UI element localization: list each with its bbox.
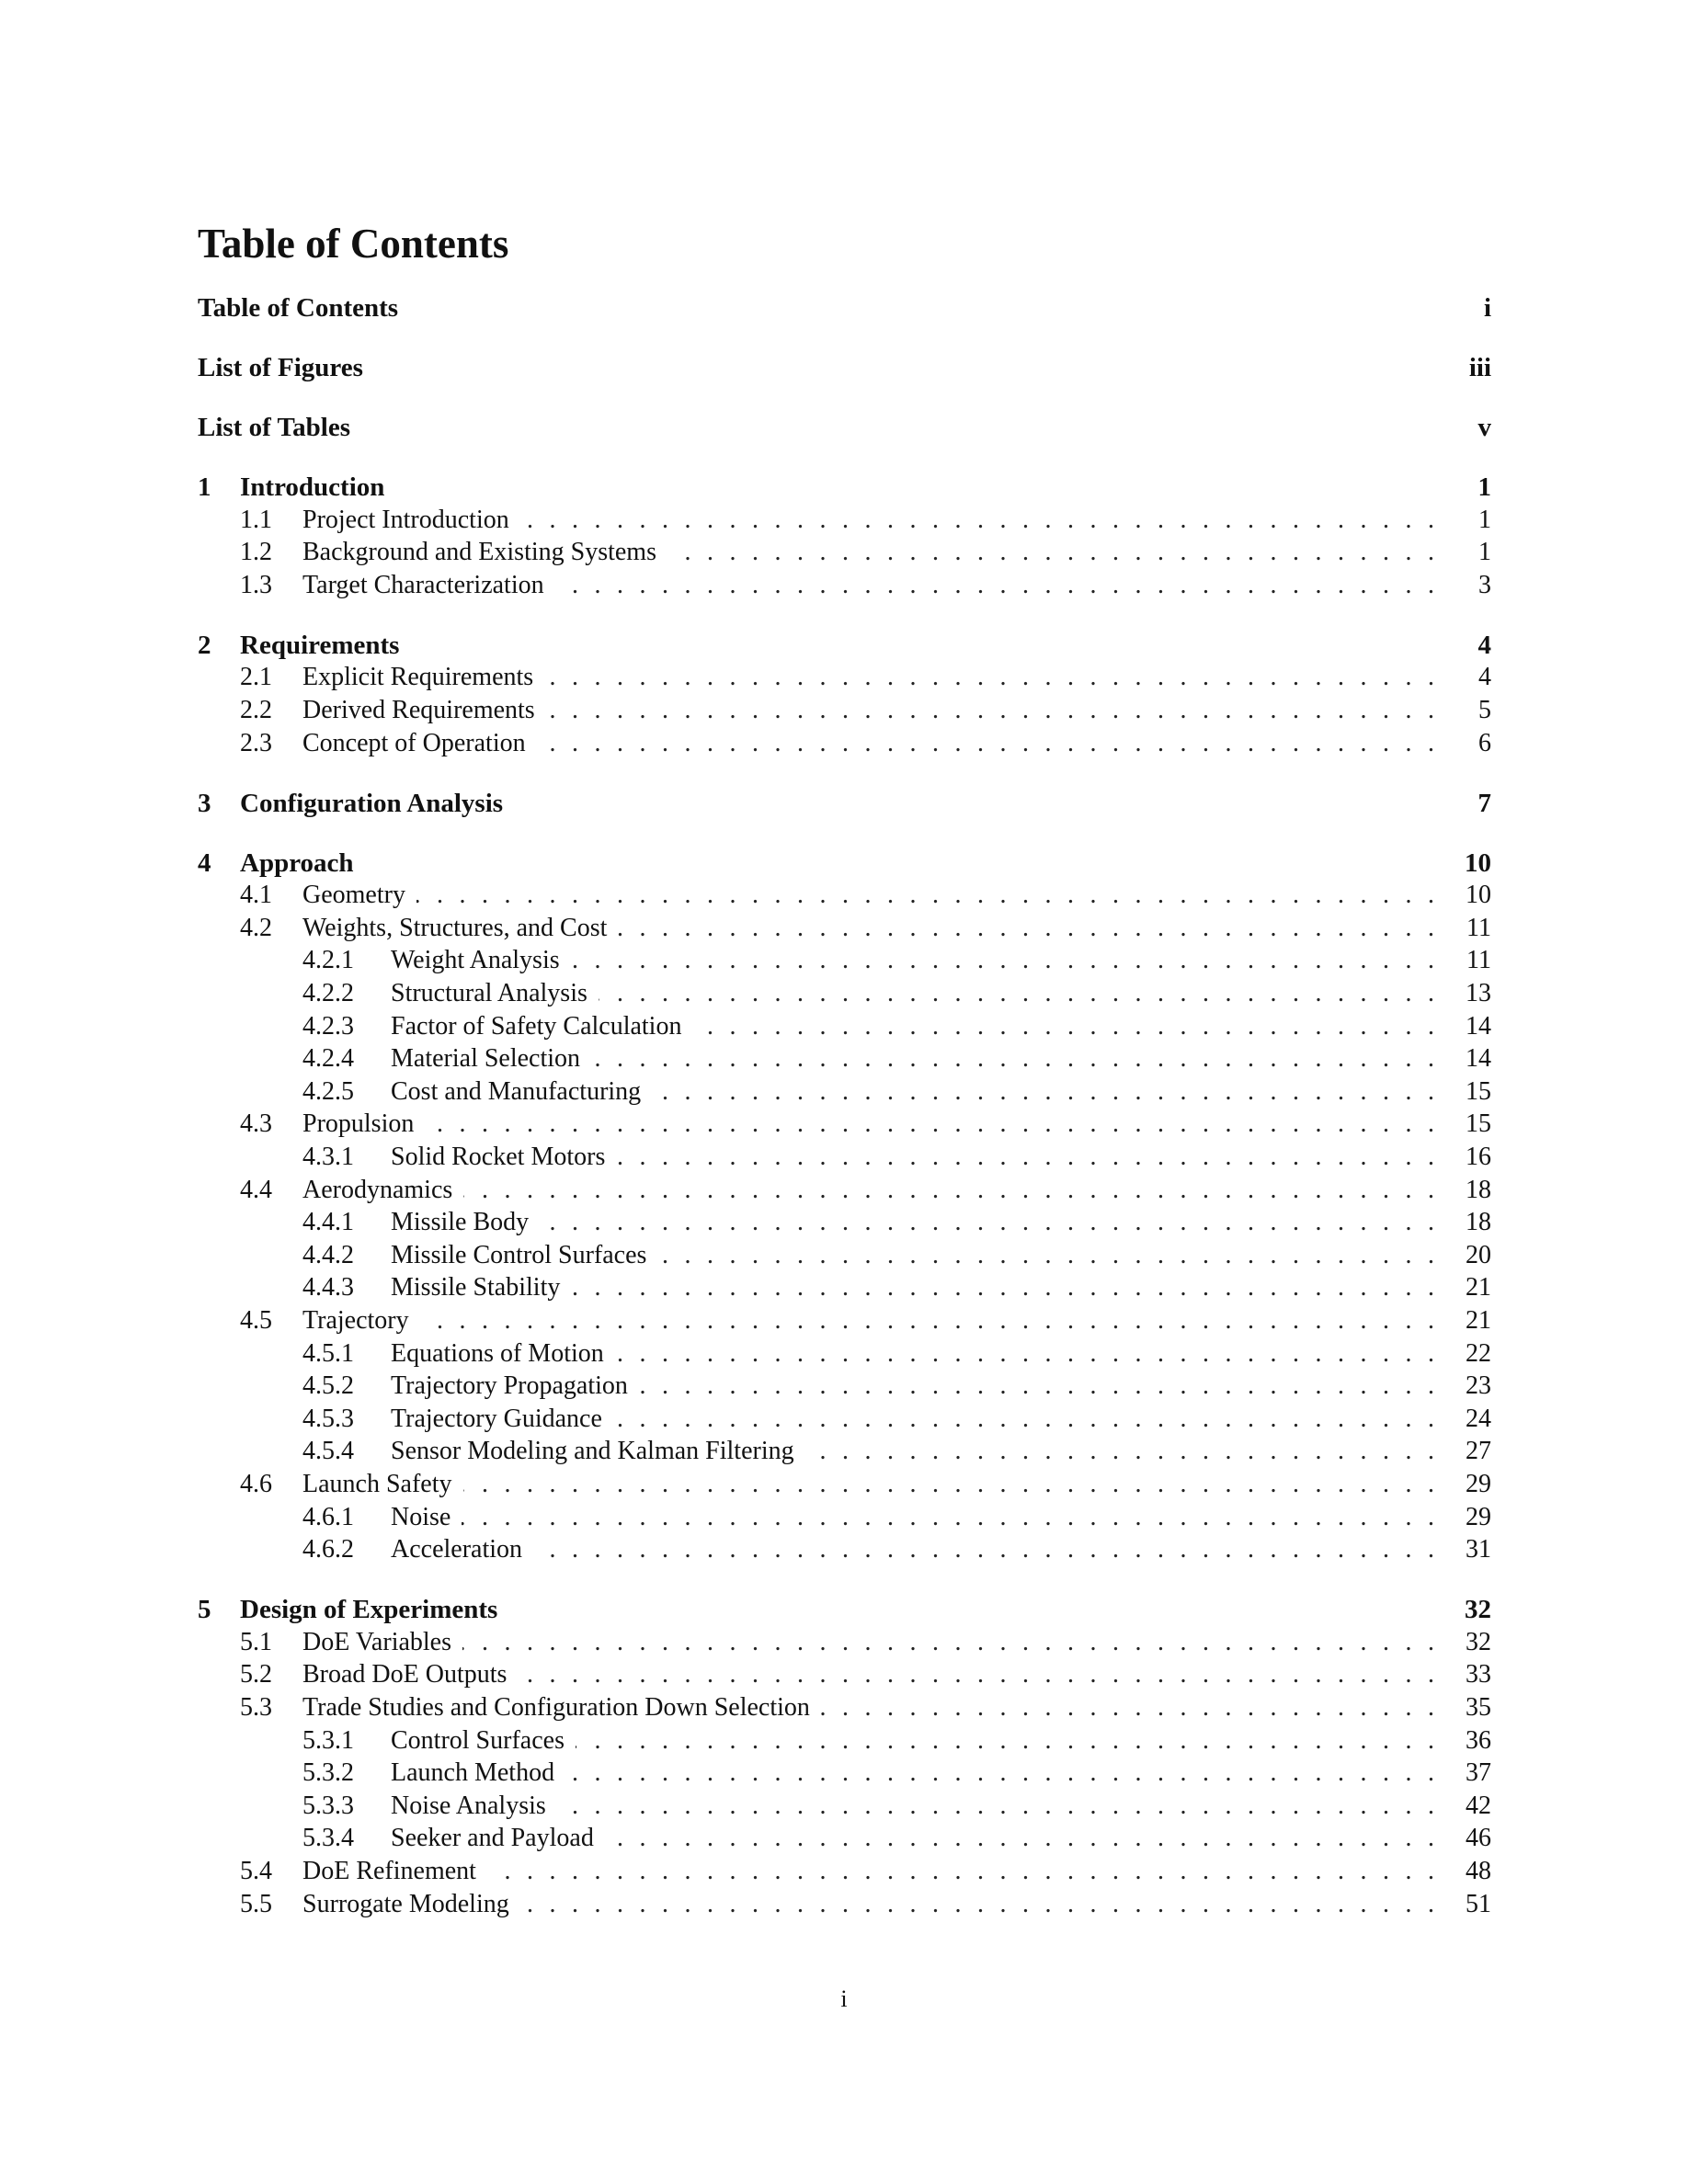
toc-dot-leader [657,1239,1434,1272]
toc-entry[interactable] [198,977,1491,1010]
toc-entry[interactable] [198,1271,1491,1304]
toc-entry-title: Missile Stability [391,1273,561,1302]
toc-entry-number: 5.3.2 [302,1758,354,1787]
toc-entry[interactable] [198,291,1491,324]
toc-entry-title: Target Characterization [302,571,544,599]
toc-dot-leader [487,1855,1434,1888]
toc-entry[interactable] [198,694,1491,727]
toc-entry-page: 6 [1478,729,1491,757]
toc-dot-leader [520,504,1434,537]
toc-entry[interactable] [198,912,1491,945]
toc-entry-title: Structural Analysis [391,979,587,1007]
toc-dot-leader [540,1206,1434,1239]
toc-entry-page: 7 [1477,789,1491,818]
toc-entry-title: Explicit Requirements [302,663,534,691]
toc-entry-page: 36 [1466,1726,1491,1755]
toc-entry-page: 48 [1466,1857,1491,1885]
toc-entry[interactable] [198,879,1491,912]
toc-entry-number: 4.5.2 [302,1371,354,1400]
toc-entry-title: Project Introduction [302,506,509,534]
toc-entry[interactable] [198,1108,1491,1141]
toc-entry-number: 1.2 [240,538,272,566]
toc-dot-leader [613,1403,1434,1436]
toc-dot-leader [416,879,1434,912]
toc-dot-leader [462,1501,1434,1534]
toc-entry-title: Geometry [302,881,405,909]
table-of-contents [198,0,1491,2022]
toc-entry-page: 15 [1466,1109,1491,1138]
toc-entry[interactable] [198,1435,1491,1468]
toc-entry[interactable] [198,1888,1491,1921]
toc-entry-title: Background and Existing Systems [302,538,656,566]
toc-entry-number: 5.1 [240,1628,272,1656]
toc-dot-leader [463,1468,1434,1501]
toc-entry-title: Propulsion [302,1109,415,1138]
toc-entry-title: Requirements [240,631,400,660]
toc-entry-number: 5 [198,1595,211,1624]
toc-entry-title: Trajectory Guidance [391,1405,602,1433]
toc-entry-title: Noise Analysis [391,1792,546,1820]
toc-dot-leader [652,1075,1434,1109]
toc-entry-number: 4.6 [240,1470,272,1498]
toc-entry[interactable] [198,727,1491,760]
toc-entry-number: 1.3 [240,571,272,599]
toc-entry-number: 2 [198,631,211,660]
toc-entry[interactable] [198,1370,1491,1403]
toc-dot-leader [571,944,1434,977]
toc-entry-page: 1 [1477,472,1491,502]
page-title: Table of Contents [198,221,509,267]
toc-entry-page: 24 [1466,1405,1491,1433]
toc-entry-page: 29 [1466,1470,1491,1498]
toc-entry-number: 4 [198,848,211,878]
toc-entry-number: 4.5 [240,1306,272,1335]
toc-dot-leader [425,1108,1434,1141]
toc-entry[interactable] [198,1141,1491,1174]
toc-entry[interactable] [198,536,1491,569]
toc-entry-page: 4 [1478,663,1491,691]
toc-entry-title: Surrogate Modeling [302,1890,509,1918]
toc-entry[interactable] [198,1855,1491,1888]
toc-entry-number: 4.5.3 [302,1405,354,1433]
toc-dot-leader [576,1724,1434,1757]
toc-entry[interactable] [198,1042,1491,1075]
toc-dot-leader [805,1435,1434,1468]
toc-dot-leader [615,1337,1434,1371]
toc-entry-number: 4.6.2 [302,1535,354,1564]
toc-dot-leader [639,1370,1434,1403]
toc-entry-page: 37 [1466,1758,1491,1787]
toc-entry-title: DoE Variables [302,1628,451,1656]
toc-entry-title: Launch Safety [302,1470,452,1498]
toc-dot-leader [546,694,1434,727]
toc-entry-title: Missile Control Surfaces [391,1241,647,1269]
toc-entry-title: Broad DoE Outputs [302,1660,508,1689]
toc-entry[interactable] [198,1239,1491,1272]
toc-dot-leader [533,1533,1434,1566]
toc-entry[interactable] [198,1468,1491,1501]
toc-entry-page: 11 [1466,914,1491,942]
toc-entry-title: Weight Analysis [391,946,560,974]
toc-entry[interactable] [198,504,1491,537]
toc-entry-page: i [1483,293,1491,323]
toc-entry-title: Approach [240,848,354,878]
toc-dot-leader [591,1042,1434,1075]
toc-dot-leader [618,912,1434,945]
toc-entry-page: 22 [1466,1339,1491,1368]
toc-entry-page: 1 [1478,506,1491,534]
toc-entry-number: 5.3.1 [302,1726,354,1755]
toc-entry[interactable] [198,1174,1491,1207]
toc-entry-title: Weights, Structures, and Cost [302,914,608,942]
toc-entry-number: 4.5.4 [302,1437,354,1465]
toc-entry-title: Missile Body [391,1208,530,1236]
toc-entry-title: Trajectory Propagation [391,1371,628,1400]
toc-dot-leader [520,1888,1434,1921]
toc-entry[interactable] [198,411,1491,444]
toc-entry[interactable] [198,1724,1491,1757]
toc-entry-number: 5.3.4 [302,1824,354,1852]
toc-entry[interactable] [198,787,1491,820]
toc-entry[interactable] [198,1403,1491,1436]
toc-entry-number: 4.6.1 [302,1503,354,1531]
toc-entry-page: 23 [1466,1371,1491,1400]
toc-entry-page: 15 [1466,1077,1491,1106]
toc-entry-number: 5.3.3 [302,1792,354,1820]
toc-dot-leader [420,1304,1434,1337]
toc-entry-title: Launch Method [391,1758,555,1787]
toc-entry-number: 4.5.1 [302,1339,354,1368]
toc-entry-page: 18 [1466,1176,1491,1204]
toc-entry-page: 13 [1466,979,1491,1007]
toc-entry-title: Material Selection [391,1044,581,1073]
toc-entry-title: Solid Rocket Motors [391,1143,606,1171]
page-number-footer: i [840,1985,848,2012]
toc-entry-number: 3 [198,789,211,818]
toc-entry-title: List of Tables [198,413,350,442]
toc-entry[interactable] [198,1010,1491,1043]
toc-entry-number: 2.3 [240,729,272,757]
toc-entry-number: 4.2.3 [302,1012,354,1041]
toc-entry-page: 10 [1466,881,1491,909]
toc-entry-title: Design of Experiments [240,1595,498,1624]
toc-entry[interactable] [198,569,1491,602]
toc-entry-page: 29 [1466,1503,1491,1531]
toc-dot-leader [544,661,1434,694]
toc-dot-leader [537,727,1434,760]
toc-entry-number: 1 [198,472,211,502]
toc-entry-page: 14 [1466,1012,1491,1041]
toc-entry-number: 5.4 [240,1857,272,1885]
toc-entry[interactable] [198,944,1491,977]
toc-entry[interactable] [198,1593,1491,1626]
toc-entry-title: Derived Requirements [302,696,535,724]
toc-entry-number: 4.2 [240,914,272,942]
toc-entry-number: 1.1 [240,506,272,534]
toc-entry[interactable] [198,847,1491,880]
toc-entry[interactable] [198,1790,1491,1823]
toc-entry-number: 2.2 [240,696,272,724]
toc-entry-page: iii [1468,353,1491,382]
toc-entry-number: 4.2.1 [302,946,354,974]
toc-entry[interactable] [198,1304,1491,1337]
toc-entry-title: Cost and Manufacturing [391,1077,642,1106]
toc-entry-number: 4.4 [240,1176,272,1204]
toc-dot-leader [555,569,1434,602]
toc-entry-title: Concept of Operation [302,729,526,757]
toc-dot-leader [557,1790,1434,1823]
toc-dot-leader [463,1174,1434,1207]
toc-entry-number: 4.4.2 [302,1241,354,1269]
toc-entry-number: 4.4.3 [302,1273,354,1302]
toc-entry-title: DoE Refinement [302,1857,476,1885]
toc-entry-page: 14 [1466,1044,1491,1073]
toc-entry[interactable] [198,1075,1491,1109]
toc-entry-page: 51 [1466,1890,1491,1918]
toc-entry-title: Factor of Safety Calculation [391,1012,682,1041]
toc-entry-page: 11 [1466,946,1491,974]
toc-dot-leader [692,1010,1434,1043]
toc-entry-page: 33 [1466,1660,1491,1689]
toc-entry-title: Seeker and Payload [391,1824,594,1852]
toc-entry[interactable] [198,629,1491,662]
toc-entry-page: 3 [1478,571,1491,599]
toc-entry-title: Table of Contents [198,293,399,323]
toc-dot-leader [616,1141,1434,1174]
toc-entry[interactable] [198,1337,1491,1371]
toc-entry-title: Configuration Analysis [240,789,504,818]
toc-entry-number: 5.3 [240,1693,272,1722]
toc-entry-page: 46 [1466,1824,1491,1852]
toc-entry-title: Introduction [240,472,385,502]
toc-entry-page: 20 [1466,1241,1491,1269]
toc-entry-title: Equations of Motion [391,1339,604,1368]
toc-entry-page: 18 [1466,1208,1491,1236]
toc-entry-number: 5.2 [240,1660,272,1689]
toc-entry-number: 4.3 [240,1109,272,1138]
toc-dot-leader [565,1757,1434,1790]
toc-dot-leader [518,1658,1434,1691]
toc-entry-number: 5.5 [240,1890,272,1918]
toc-entry-title: Acceleration [391,1535,523,1564]
toc-entry-page: v [1477,413,1491,442]
toc-entry[interactable] [198,1822,1491,1855]
toc-entry-number: 4.2.4 [302,1044,354,1073]
toc-entry[interactable] [198,661,1491,694]
toc-entry[interactable] [198,1757,1491,1790]
toc-entry-page: 10 [1465,848,1491,878]
toc-entry-number: 2.1 [240,663,272,691]
toc-entry-title: Sensor Modeling and Kalman Filtering [391,1437,794,1465]
toc-entry-number: 4.3.1 [302,1143,354,1171]
toc-entry-title: Aerodynamics [302,1176,453,1204]
toc-entry-page: 31 [1466,1535,1491,1564]
toc-entry-number: 4.2.2 [302,979,354,1007]
toc-entry[interactable] [198,471,1491,504]
toc-entry[interactable] [198,1658,1491,1691]
toc-entry-page: 21 [1466,1273,1491,1302]
toc-entry[interactable] [198,1626,1491,1659]
toc-entry-number: 4.2.5 [302,1077,354,1106]
toc-dot-leader [605,1822,1434,1855]
toc-entry-page: 32 [1466,1628,1491,1656]
toc-entry[interactable] [198,1691,1491,1724]
toc-entry-page: 21 [1466,1306,1491,1335]
toc-entry-title: Trajectory [302,1306,409,1335]
toc-entry[interactable] [198,351,1491,384]
toc-entry-number: 4.1 [240,881,272,909]
toc-dot-leader [599,977,1434,1010]
toc-dot-leader [821,1691,1434,1724]
toc-entry-page: 5 [1478,696,1491,724]
toc-entry-page: 4 [1477,631,1491,660]
toc-entry-page: 27 [1466,1437,1491,1465]
toc-entry-page: 32 [1465,1595,1491,1624]
toc-entry[interactable] [198,1501,1491,1534]
toc-entry-number: 4.4.1 [302,1208,354,1236]
toc-entry-page: 1 [1478,538,1491,566]
toc-entry-title: Trade Studies and Configuration Down Selection [302,1693,810,1722]
toc-entry-page: 35 [1466,1693,1491,1722]
toc-dot-leader [462,1626,1434,1659]
toc-dot-leader [667,536,1434,569]
toc-entry-page: 42 [1466,1792,1491,1820]
toc-dot-leader [571,1271,1434,1304]
toc-entry-title: Noise [391,1503,451,1531]
toc-entry-page: 16 [1466,1143,1491,1171]
toc-entry-title: List of Figures [198,353,363,382]
toc-entry[interactable] [198,1533,1491,1566]
toc-entry-title: Control Surfaces [391,1726,565,1755]
toc-entry[interactable] [198,1206,1491,1239]
